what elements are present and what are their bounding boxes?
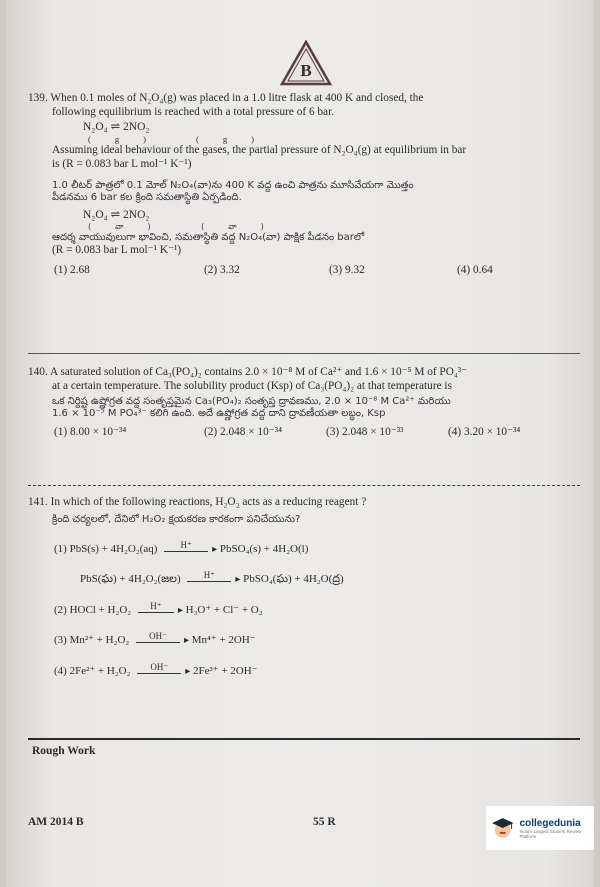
question-number: 141. — [28, 496, 48, 508]
question-number: 140. — [28, 366, 48, 378]
booklet-code: B — [300, 61, 312, 80]
booklet-triangle-icon — [280, 40, 332, 86]
reaction-arrow: H⁺ — [138, 601, 174, 613]
arrow-head-icon: ▸ — [183, 635, 190, 647]
question-text: is (R = 0.083 bar L mol⁻¹ K⁻¹) — [52, 157, 192, 170]
reaction-option-1-telugu — [28, 570, 584, 586]
question-text: Assuming ideal behaviour of the gases, the partial pressure of N₂O₄(g) at equilibrium in bar — [52, 143, 467, 156]
reaction-arrow: H⁺ — [187, 570, 231, 582]
rough-work-divider — [28, 738, 580, 740]
question-number: 139. — [28, 92, 48, 104]
rough-work-label: Rough Work — [32, 745, 96, 757]
telugu-text: పీడనము 6 bar కల క్రింది సమతాస్థితి ఏర్పడింది. — [52, 191, 242, 203]
reaction-option-3[interactable] — [28, 631, 584, 647]
reaction-arrow: OH⁻ — [137, 662, 181, 674]
reaction-arrow: H⁺ — [164, 540, 208, 552]
reaction-arrow: OH⁻ — [136, 631, 180, 643]
reaction-right: PbSO₄(s) + 4H₂O(l) — [219, 542, 309, 555]
option-3[interactable]: (3) 9.32 — [329, 263, 365, 276]
reaction-left: PbS(ఘ) + 4H₂O₂(జల) — [80, 573, 181, 586]
graduate-cap-icon — [490, 815, 516, 841]
logo-name: collegedunia — [519, 817, 581, 829]
question-141 — [28, 496, 584, 678]
reaction-option-2[interactable] — [28, 601, 584, 617]
question-text: A saturated solution of Ca₃(PO₄)₂ contains 2.0 × 10⁻⁸ M of Ca²⁺ and 1.6 × 10⁻⁵ M of PO₄³⁻ — [49, 366, 468, 378]
reaction-left: (1) PbS(s) + 4H₂O₂(aq) — [54, 542, 158, 555]
question-text: at a certain temperature. The solubility product (Ksp) of Ca₃(PO₄)₂ at that temperature is — [52, 379, 452, 392]
option-1[interactable]: (1) 2.68 — [54, 263, 90, 276]
option-2[interactable]: (2) 2.048 × 10⁻³⁴ — [204, 425, 283, 438]
option-4[interactable]: (4) 3.20 × 10⁻³⁴ — [448, 425, 521, 438]
divider — [28, 353, 580, 354]
question-text: When 0.1 moles of N₂O₄(g) was placed in a 1.0 litre flask at 400 K and closed, the — [50, 92, 424, 104]
telugu-text: ఒక నిర్దిష్ట ఉష్ణోగ్రత వద్ద సంతృప్తమైన Ca₃(PO₄)₂ సంతృప్త ద్రావణము, 2.0 × 10⁻⁸ M Ca²⁺ మరియు — [52, 395, 451, 407]
collegedunia-logo — [486, 806, 594, 850]
option-1[interactable]: (1) 8.00 × 10⁻³⁴ — [54, 425, 127, 438]
dashed-divider — [28, 485, 580, 486]
page-number: 55 R — [313, 816, 336, 828]
option-3[interactable]: (3) 2.048 × 10⁻³³ — [326, 425, 404, 438]
answer-options — [28, 426, 584, 440]
arrow-head-icon: ▸ — [185, 665, 191, 677]
paper-code: AM 2014 B — [28, 816, 84, 828]
reaction-left: (4) 2Fe²⁺ + H₂O₂ — [54, 664, 131, 677]
option-4[interactable]: (4) 0.64 — [457, 263, 493, 276]
answer-options — [28, 264, 584, 278]
question-140 — [28, 366, 584, 440]
phase-labels: (వా) (వా) — [88, 221, 288, 231]
telugu-text: ఆదర్శ వాయువులుగా భావించి, సమతాస్థితి వద్ద N₂O₄(వా) పాక్షిక పీడనం barలో — [52, 231, 365, 243]
arrow-head-icon: ▸ — [177, 604, 183, 616]
reaction-left: (3) Mn²⁺ + H₂O₂ — [54, 634, 130, 647]
question-text: following equilibrium is reached with a total pressure of 6 bar. — [52, 105, 335, 118]
reaction-option-1[interactable] — [28, 540, 584, 556]
arrow-head-icon: ▸ — [235, 574, 241, 586]
telugu-text: 1.0 లీటర్ పాత్రలో 0.1 మోల్ N₂O₄(వా)ను 400 K వద్ద ఉంచి పాత్రను మూసివేయగా మొత్తం — [52, 179, 414, 191]
telugu-text: 1.6 × 10⁻⁵ M PO₄³⁻ కలిగి ఉంది. అదే ఉష్ణోగ్రత వద్ద దాని ద్రావణీయతా లబ్ధం, Ksp — [52, 407, 386, 419]
phase-labels: (g) (g) — [88, 133, 278, 144]
reaction-right: Mn⁴⁺ + 2OH⁻ — [191, 634, 256, 647]
exam-page — [6, 0, 594, 887]
question-text: In which of the following reactions, H₂O₂ acts as a reducing reagent ? — [50, 496, 367, 508]
telugu-text: క్రింది చర్యలలో, దేనిలో H₂O₂ క్షయకరణ కారకంగా పనిచేయును? — [52, 513, 301, 525]
reaction-equation: N₂O₄ ⇌ 2NO₂ — [83, 120, 150, 133]
reaction-right: PbSO₄(ఘ) + 4H₂O(ద్ర) — [243, 573, 344, 586]
reaction-left: (2) HOCl + H₂O₂ — [54, 603, 132, 616]
option-2[interactable]: (2) 3.32 — [204, 263, 240, 276]
reaction-right: 2Fe³⁺ + 2OH⁻ — [192, 664, 258, 677]
logo-tagline: India's Largest Student Review Platform — [519, 828, 582, 839]
question-139 — [28, 92, 584, 277]
arrow-head-icon: ▸ — [212, 543, 218, 555]
reaction-equation: N₂O₄ ⇌ 2NO₂ — [83, 208, 150, 221]
reaction-option-4[interactable] — [28, 662, 584, 678]
question-text: (R = 0.083 bar L mol⁻¹ K⁻¹) — [52, 243, 182, 256]
reaction-right: H₃O⁺ + Cl⁻ + O₂ — [185, 603, 263, 616]
